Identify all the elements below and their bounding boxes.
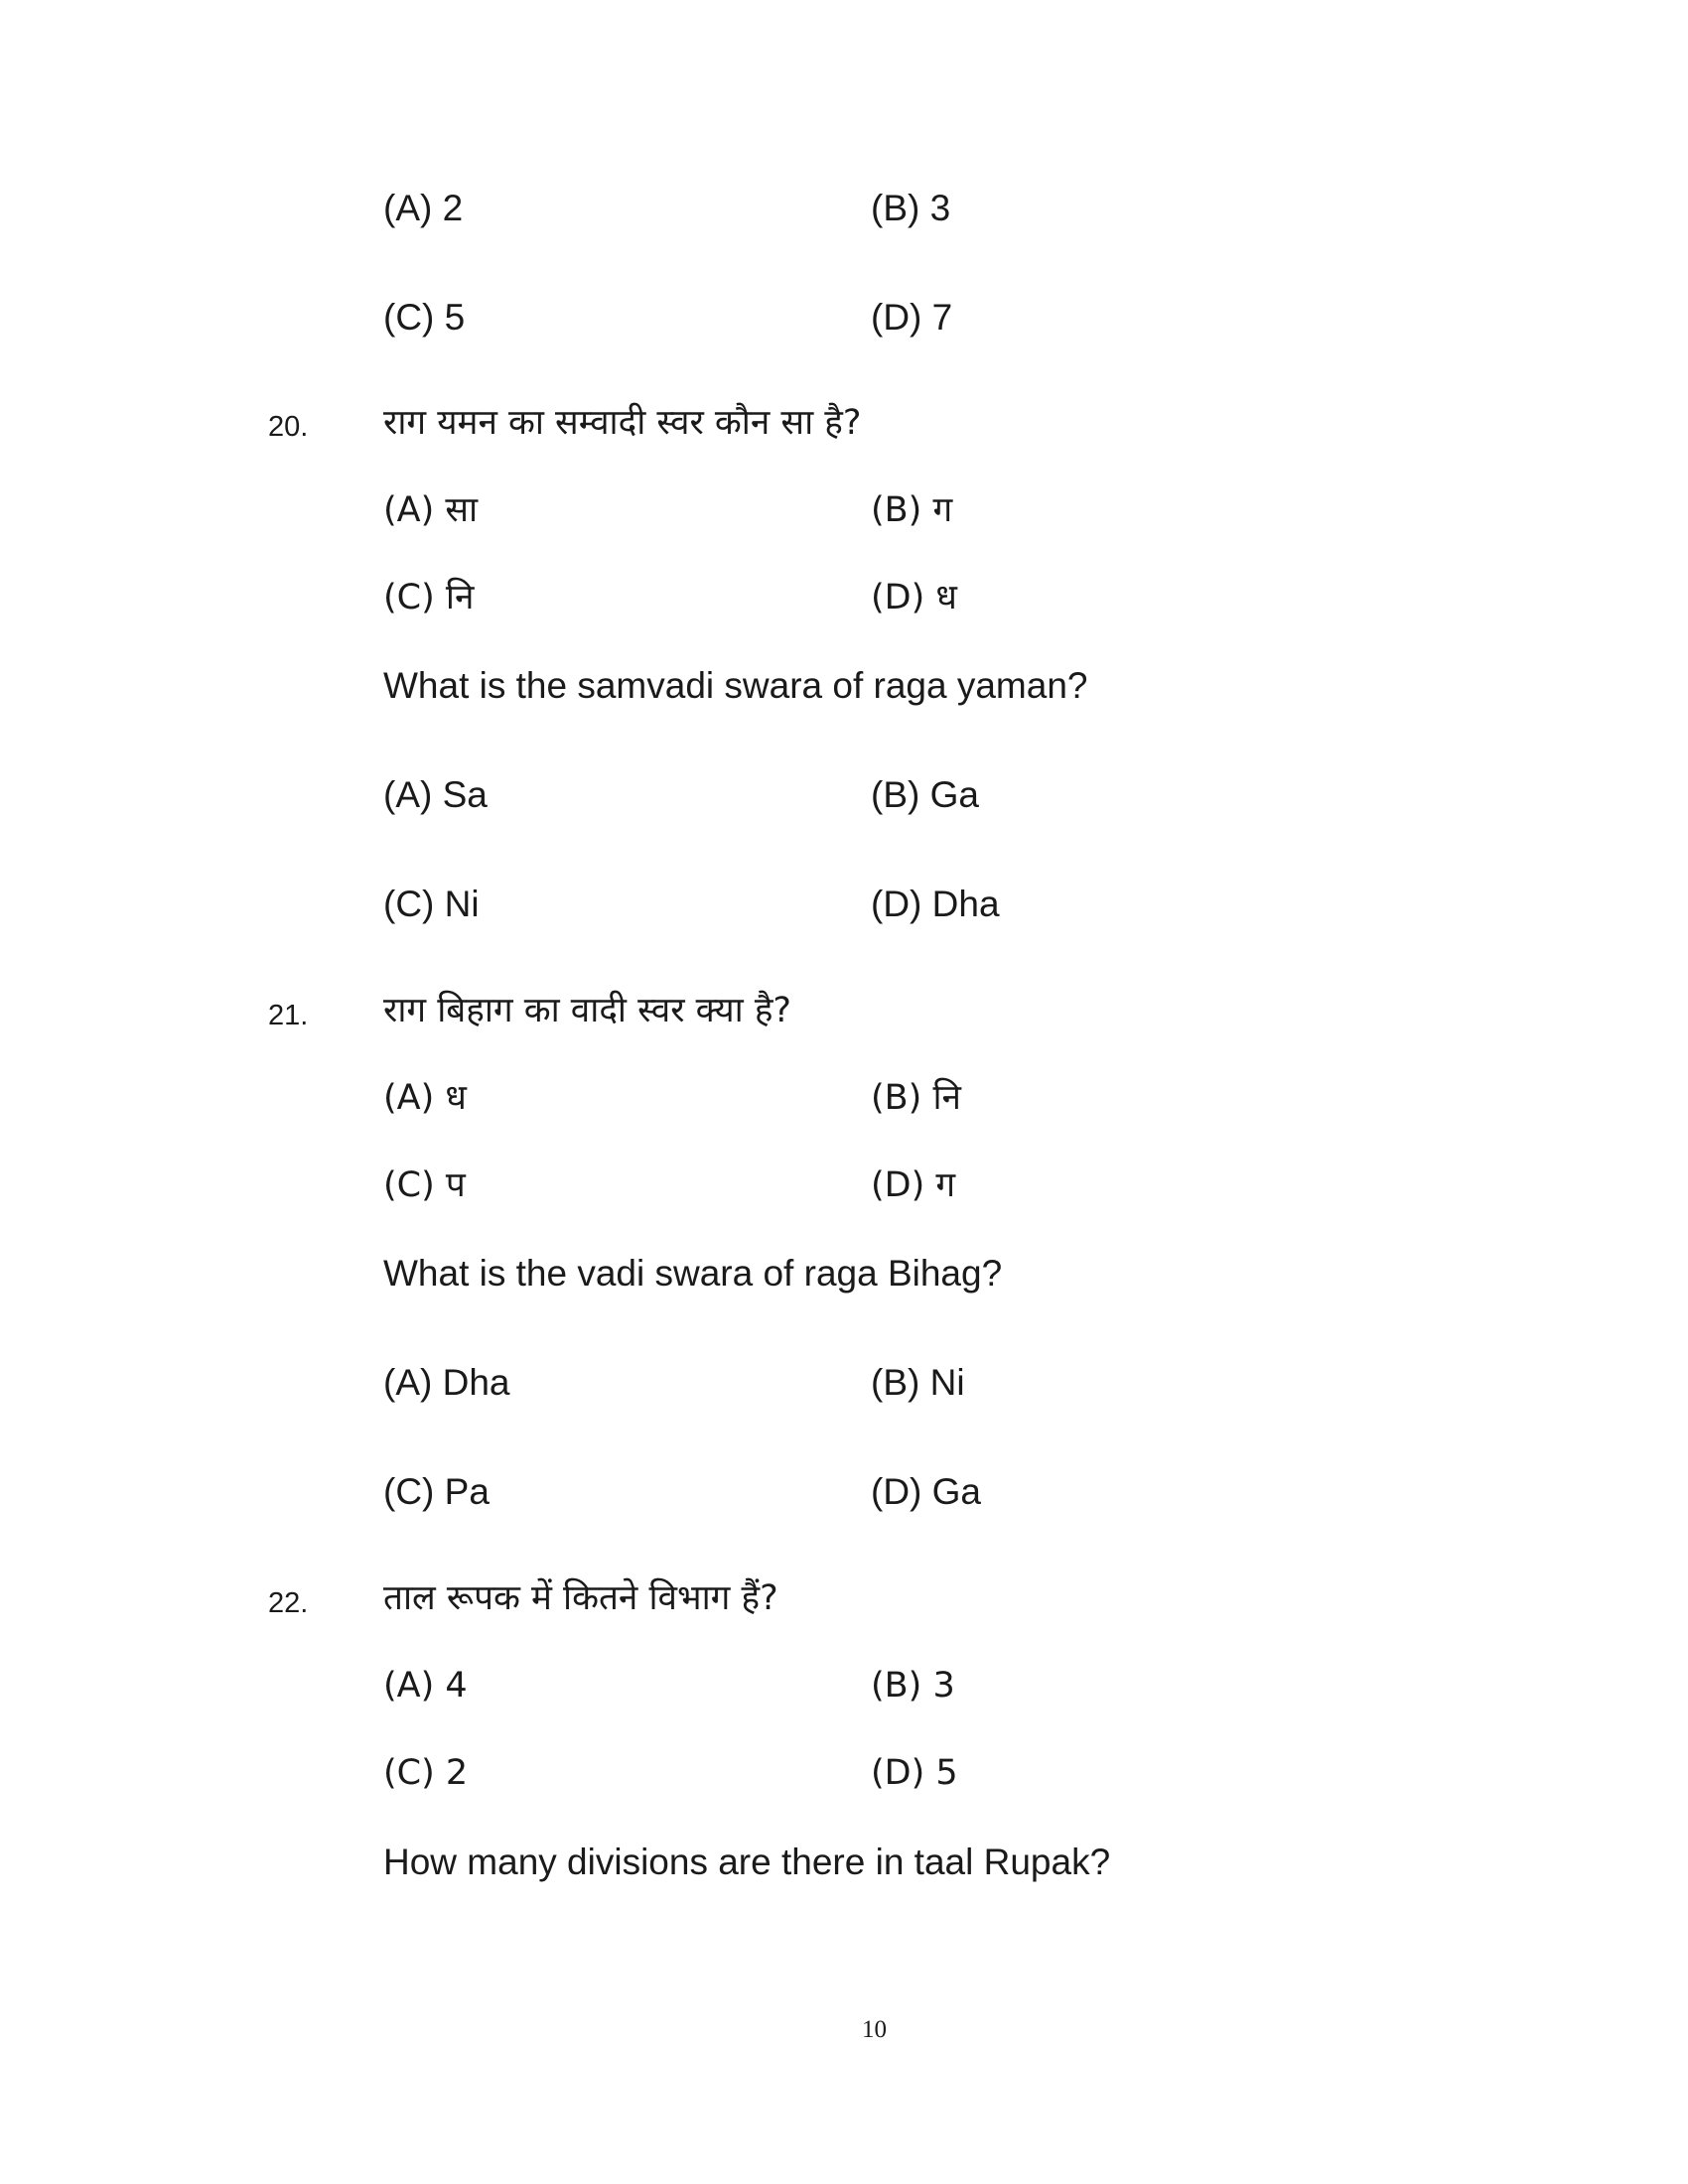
q20-english-option-a: (A) Sa xyxy=(383,774,488,815)
q21-hindi-option-c: (C) प xyxy=(383,1165,466,1205)
q21-english-question: What is the vadi swara of raga Bihag? xyxy=(383,1253,1003,1294)
q22-english-question: How many divisions are there in taal Rupak? xyxy=(383,1842,1111,1882)
q22-hindi-option-a: (A) 4 xyxy=(383,1666,468,1706)
q19-option-a: (A) 2 xyxy=(383,188,464,228)
q22-hindi-option-b: (B) 3 xyxy=(871,1666,955,1706)
q21-hindi-option-d: (D) ग xyxy=(871,1165,956,1205)
q20-english-option-b: (B) Ga xyxy=(871,774,979,815)
q21-english-option-c: (C) Pa xyxy=(383,1471,490,1512)
q21-english-option-a: (A) Dha xyxy=(383,1362,510,1403)
q20-english-option-d: (D) Dha xyxy=(871,884,1000,924)
q20-number: 20. xyxy=(268,411,309,443)
q22-hindi-question: ताल रूपक में कितने विभाग हैं? xyxy=(383,1578,778,1618)
q21-hindi-option-b: (B) नि xyxy=(871,1078,961,1118)
q20-hindi-option-c: (C) नि xyxy=(383,578,475,617)
q20-hindi-question: राग यमन का सम्वादी स्वर कौन सा है? xyxy=(383,403,862,443)
q22-hindi-option-c: (C) 2 xyxy=(383,1753,469,1793)
q21-hindi-option-a: (A) ध xyxy=(383,1078,467,1118)
q22-hindi-option-d: (D) 5 xyxy=(871,1753,958,1793)
q20-hindi-option-b: (B) ग xyxy=(871,490,953,530)
q21-number: 21. xyxy=(268,1000,309,1031)
q20-hindi-option-a: (A) सा xyxy=(383,490,479,530)
q20-english-option-c: (C) Ni xyxy=(383,884,480,924)
q20-hindi-option-d: (D) ध xyxy=(871,578,957,617)
q19-option-c: (C) 5 xyxy=(383,297,466,338)
q20-english-question: What is the samvadi swara of raga yaman? xyxy=(383,665,1088,706)
q19-option-b: (B) 3 xyxy=(871,188,951,228)
q21-english-option-d: (D) Ga xyxy=(871,1471,981,1512)
q21-hindi-question: राग बिहाग का वादी स्वर क्या है? xyxy=(383,991,792,1030)
q22-number: 22. xyxy=(268,1587,309,1619)
q19-option-d: (D) 7 xyxy=(871,297,953,338)
q21-english-option-b: (B) Ni xyxy=(871,1362,965,1403)
page-number: 10 xyxy=(862,2016,887,2043)
